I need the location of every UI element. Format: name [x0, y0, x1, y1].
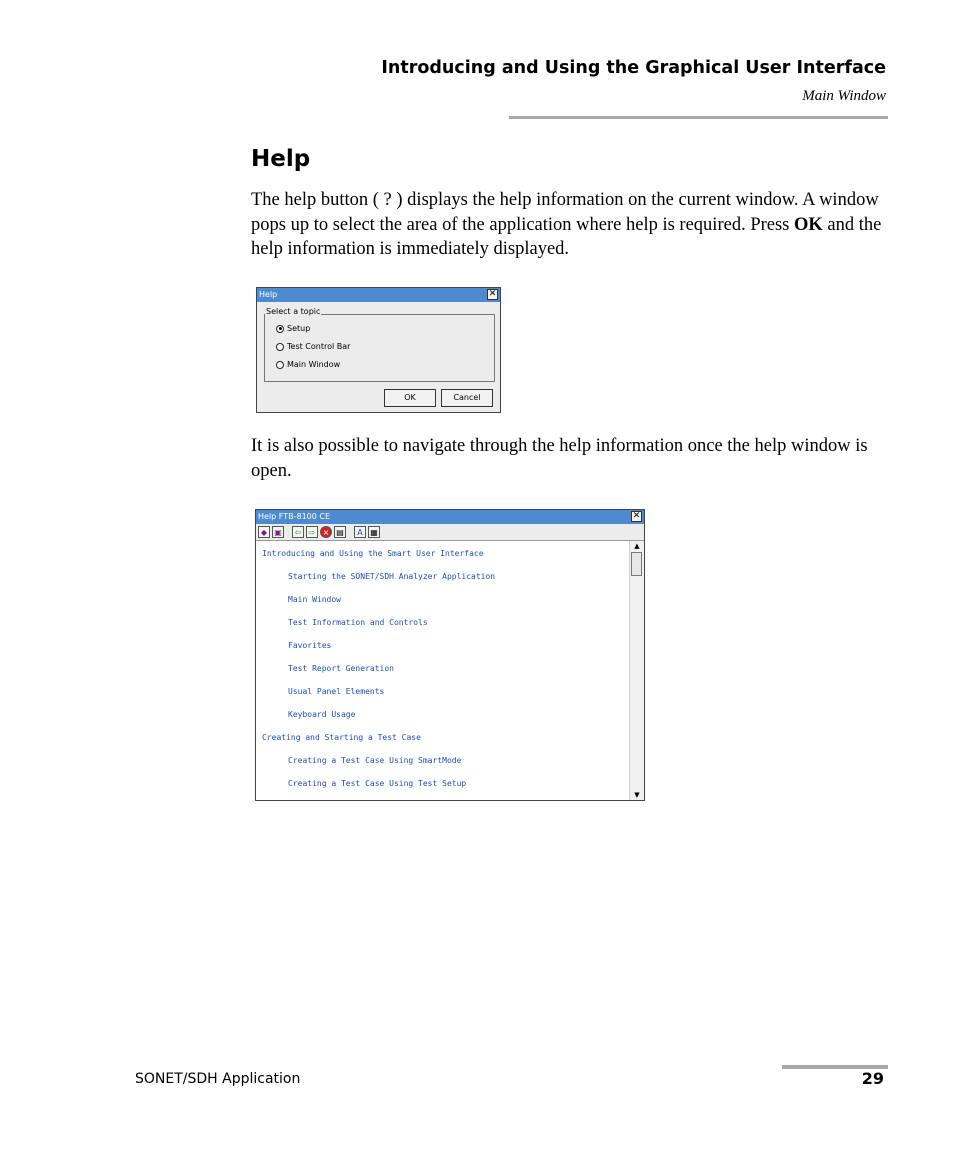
topic-option-label: Setup	[287, 324, 311, 333]
intro-text-2: and the help information is immediately displayed.	[251, 214, 882, 259]
toc-link[interactable]: Keyboard Usage	[288, 710, 356, 719]
toc-link[interactable]: Favorites	[288, 641, 332, 650]
help-dialog-titlebar	[257, 288, 500, 302]
toc-link[interactable]: Test Report Generation	[288, 664, 394, 673]
radio-selected-icon[interactable]	[276, 325, 284, 333]
intro-text-1: The help button ( ? ) displays the help information on the current window. A window pops up to select the area of the application where help is required. Press	[251, 190, 879, 235]
help-browser-window	[255, 509, 645, 801]
close-icon[interactable]: ✕	[632, 511, 641, 521]
help-toc-content	[256, 541, 630, 800]
cancel-button[interactable]: Cancel	[441, 389, 493, 407]
ok-keyword: OK	[794, 214, 823, 235]
bookmark-icon[interactable]: ▣	[272, 526, 284, 538]
font-size-icon[interactable]: A	[354, 526, 366, 538]
toc-link[interactable]: Introducing and Using the Smart User Interface	[262, 549, 484, 558]
print-icon[interactable]: ▦	[368, 526, 380, 538]
vertical-scrollbar[interactable]	[629, 541, 644, 800]
help-browser-title: Help FTB-8100 CE	[258, 512, 331, 521]
ok-button[interactable]: OK	[384, 389, 436, 407]
running-header-title: Introducing and Using the Graphical User Interface	[381, 58, 886, 78]
help-dialog-title: Help	[259, 290, 278, 299]
toc-link[interactable]: Starting the SONET/SDH Analyzer Application	[288, 572, 496, 581]
intro-paragraph	[251, 188, 891, 262]
toc-link[interactable]: Main Window	[288, 595, 341, 604]
topic-option-label: Test Control Bar	[287, 342, 351, 351]
running-header-subtitle: Main Window	[802, 88, 886, 104]
radio-icon[interactable]	[276, 343, 284, 351]
navigation-paragraph: It is also possible to navigate through the help information once the help window is open.	[251, 436, 868, 481]
topic-option-test-control-bar[interactable]	[276, 342, 350, 351]
scroll-thumb[interactable]	[631, 552, 642, 576]
topic-option-setup[interactable]	[276, 324, 310, 333]
toc-link[interactable]: Creating a Test Case Using SmartMode	[288, 756, 462, 765]
close-icon[interactable]: ✕	[488, 289, 497, 299]
forward-arrow-icon[interactable]: ⇨	[306, 526, 318, 538]
radio-icon[interactable]	[276, 361, 284, 369]
help-browser-titlebar	[256, 510, 644, 524]
topic-option-main-window[interactable]	[276, 360, 340, 369]
page-number: 29	[861, 1069, 884, 1088]
toc-link[interactable]: Test Information and Controls	[288, 618, 428, 627]
document-icon[interactable]: ▤	[334, 526, 346, 538]
back-arrow-icon[interactable]: ⇦	[292, 526, 304, 538]
header-rule	[509, 116, 888, 119]
footer-product: SONET/SDH Application	[135, 1071, 301, 1087]
topic-group-label: Select a topic	[266, 307, 321, 316]
help-dialog	[256, 287, 501, 413]
toc-link[interactable]: Creating a Test Case Using Test Setup	[288, 779, 467, 788]
book-icon[interactable]: ◆	[258, 526, 270, 538]
help-toolbar	[256, 524, 644, 541]
topic-option-label: Main Window	[287, 360, 341, 369]
scroll-up-icon[interactable]: ▲	[634, 542, 640, 550]
scroll-down-icon[interactable]: ▼	[634, 791, 640, 799]
toc-link[interactable]: Creating and Starting a Test Case	[262, 733, 421, 742]
stop-icon[interactable]: ×	[320, 526, 332, 538]
section-heading: Help	[251, 146, 311, 172]
toc-link[interactable]: Usual Panel Elements	[288, 687, 385, 696]
